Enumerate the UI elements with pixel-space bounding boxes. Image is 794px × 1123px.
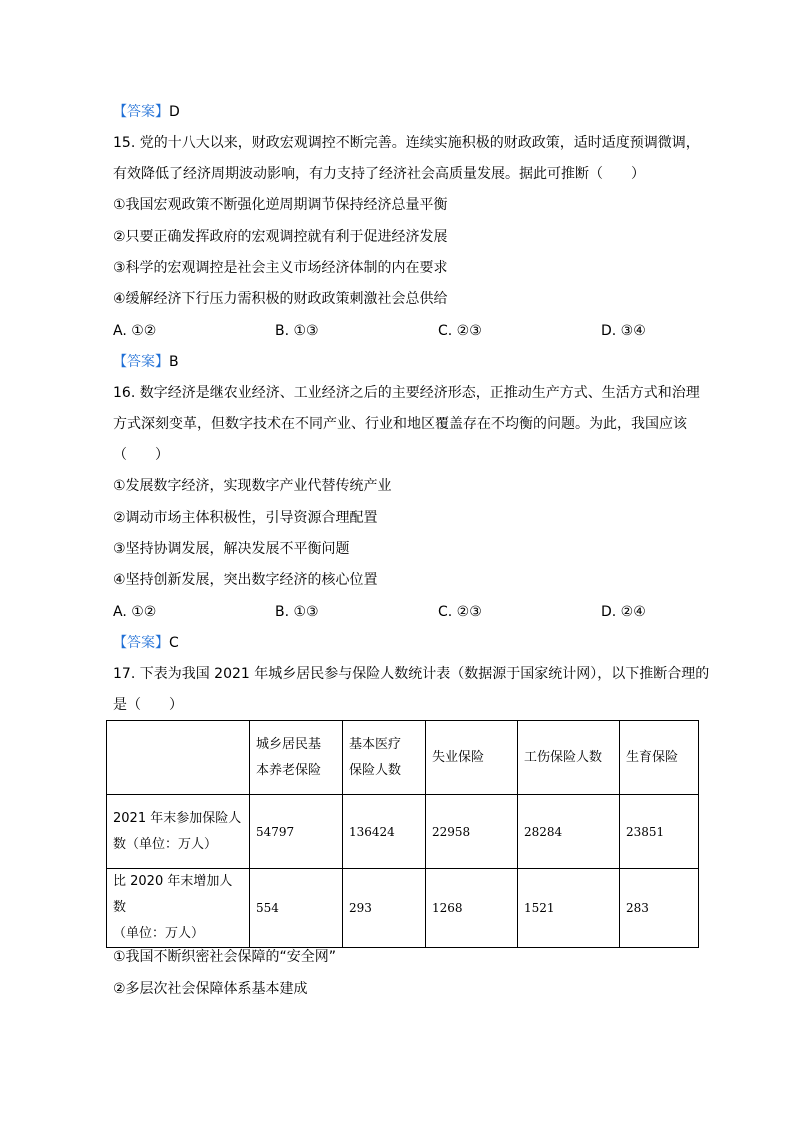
table-cell: 22958 bbox=[426, 795, 518, 869]
statement-2: ②调动市场主体积极性，引导资源合理配置 bbox=[113, 510, 378, 526]
question-16-stem-cont: 方式深刻变革，但数字技术在不同产业、行业和地区覆盖存在不均衡的问题。为此，我国应该 bbox=[113, 416, 687, 432]
header-cell-pension: 城乡居民基 本养老保险 bbox=[250, 721, 343, 795]
header-cell-maternity: 生育保险 bbox=[620, 721, 699, 795]
question-17-stem: 17. 下表为我国 2021 年城乡居民参与保险人数统计表（数据源于国家统计网），以下推断合理的 bbox=[113, 666, 710, 682]
option-d: D. ②④ bbox=[601, 604, 646, 620]
table-cell: 283 bbox=[620, 869, 699, 948]
table-cell: 293 bbox=[343, 869, 426, 948]
option-b: B. ①③ bbox=[275, 604, 319, 620]
table-cell: 54797 bbox=[250, 795, 343, 869]
header-cell-injury: 工伤保险人数 bbox=[518, 721, 620, 795]
table-cell: 28284 bbox=[518, 795, 620, 869]
statement-2: ②只要正确发挥政府的宏观调控就有利于促进经济发展 bbox=[113, 229, 448, 245]
question-16-bracket: （ ） bbox=[113, 447, 169, 463]
answer-line-q15 bbox=[113, 352, 179, 372]
header-cell-medical: 基本医疗 保险人数 bbox=[343, 721, 426, 795]
answer-line-q16 bbox=[113, 633, 179, 653]
answer-value: C bbox=[169, 635, 179, 651]
option-a: A. ①② bbox=[113, 323, 157, 339]
statement-1: ①我国宏观政策不断强化逆周期调节保持经济总量平衡 bbox=[113, 197, 448, 213]
statement-4: ④缓解经济下行压力需积极的财政政策刺激社会总供给 bbox=[113, 291, 448, 307]
row-label: 比 2020 年末增加人数 （单位：万人） bbox=[107, 869, 250, 948]
table-row bbox=[107, 869, 699, 948]
answer-value: D bbox=[169, 104, 180, 120]
statement-4: ④坚持创新发展，突出数字经济的核心位置 bbox=[113, 572, 378, 588]
table-cell: 1268 bbox=[426, 869, 518, 948]
header-cell-unemployment: 失业保险 bbox=[426, 721, 518, 795]
answer-bracket: 【答案】 bbox=[113, 635, 169, 651]
header-cell-empty bbox=[107, 721, 250, 795]
option-c: C. ②③ bbox=[438, 604, 482, 620]
statement-3: ③科学的宏观调控是社会主义市场经济体制的内在要求 bbox=[113, 260, 448, 276]
question-15-stem: 15. 党的十八大以来，财政宏观调控不断完善。连续实施积极的财政政策，适时适度预调微调， bbox=[113, 135, 700, 151]
insurance-stats-table bbox=[106, 720, 699, 948]
option-c: C. ②③ bbox=[438, 323, 482, 339]
statement-2: ②多层次社会保障体系基本建成 bbox=[113, 981, 308, 997]
option-a: A. ①② bbox=[113, 604, 157, 620]
table-row bbox=[107, 795, 699, 869]
row-label: 2021 年末参加保险人 数（单位：万人） bbox=[107, 795, 250, 869]
answer-line-q14 bbox=[113, 102, 180, 122]
question-16-stem: 16. 数字经济是继农业经济、工业经济之后的主要经济形态，正推动生产方式、生活方式和治理 bbox=[113, 385, 700, 401]
question-17-stem-cont: 是（ ） bbox=[113, 697, 183, 713]
statement-1: ①我国不断织密社会保障的“安全网” bbox=[113, 949, 337, 965]
answer-bracket: 【答案】 bbox=[113, 104, 169, 120]
answer-value: B bbox=[169, 354, 179, 370]
answer-bracket: 【答案】 bbox=[113, 354, 169, 370]
table-cell: 23851 bbox=[620, 795, 699, 869]
question-15-stem-cont: 有效降低了经济周期波动影响，有力支持了经济社会高质量发展。据此可推断（ ） bbox=[113, 166, 645, 182]
statement-1: ①发展数字经济，实现数字产业代替传统产业 bbox=[113, 478, 392, 494]
table-cell: 1521 bbox=[518, 869, 620, 948]
table-cell: 554 bbox=[250, 869, 343, 948]
option-b: B. ①③ bbox=[275, 323, 319, 339]
table-header-row bbox=[107, 721, 699, 795]
statement-3: ③坚持协调发展，解决发展不平衡问题 bbox=[113, 541, 350, 557]
table-cell: 136424 bbox=[343, 795, 426, 869]
option-d: D. ③④ bbox=[601, 323, 646, 339]
